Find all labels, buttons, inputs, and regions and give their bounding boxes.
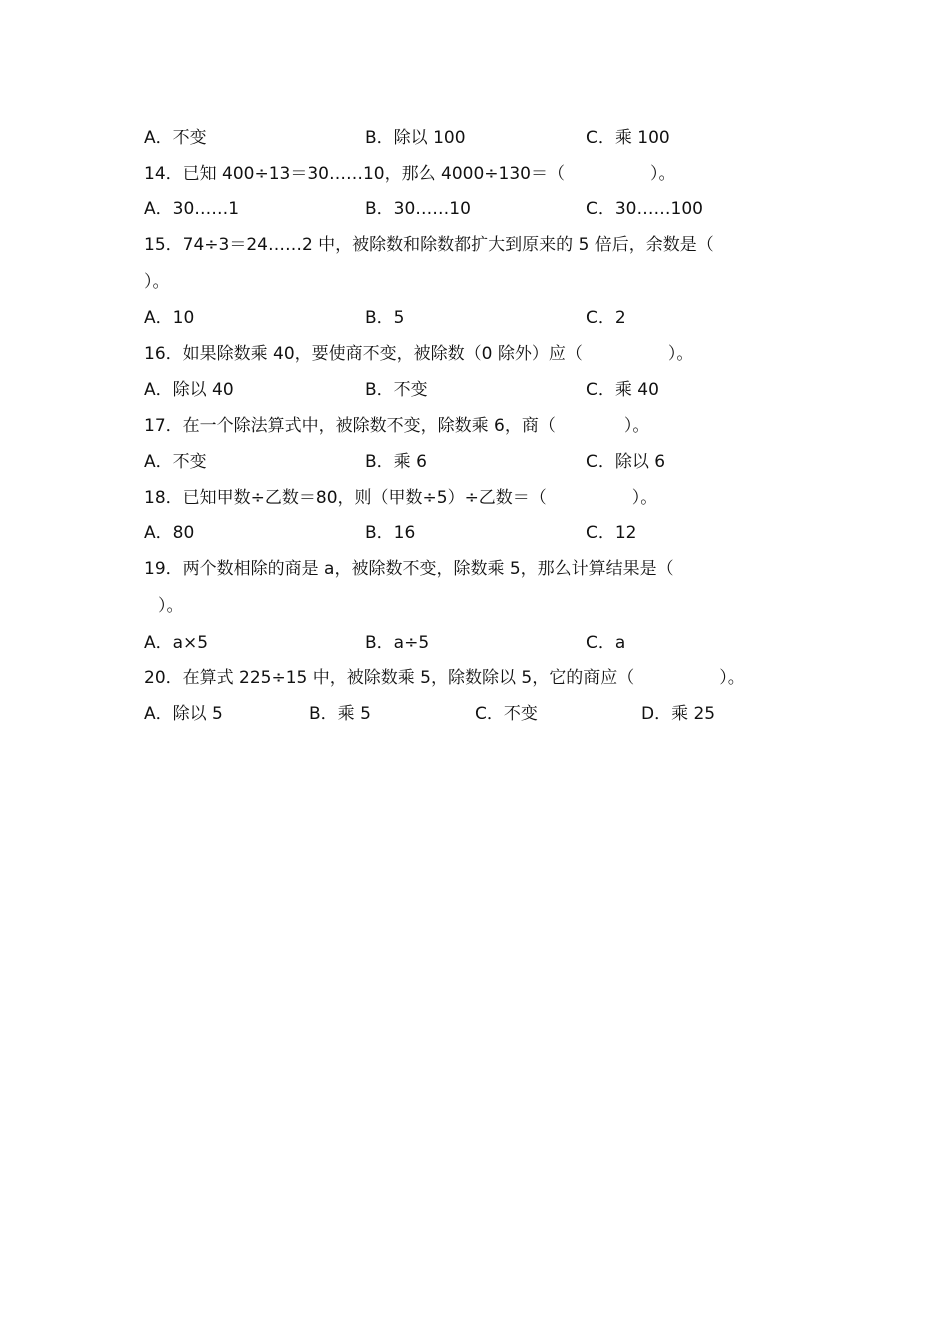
q19-stem-line1: 19．两个数相除的商是 a，被除数不变，除数乘 5，那么计算结果是（ — [144, 559, 674, 579]
q14-stem: 14．已知 400÷13＝30……10，那么 4000÷130＝（ ）。 — [144, 164, 676, 184]
q15-option-a: A．10 — [144, 308, 195, 328]
q18-stem: 18．已知甲数÷乙数＝80，则（甲数÷5）÷乙数＝（ ）。 — [144, 488, 658, 508]
q18-option-b: B．16 — [365, 523, 416, 543]
q20-option-b: B．乘 5 — [309, 704, 371, 724]
q17-option-b: B．乘 6 — [365, 452, 427, 472]
q19-stem-line2: ）。 — [158, 596, 184, 616]
q14-option-b: B．30……10 — [365, 199, 471, 219]
q15-stem-line2: ）。 — [144, 272, 170, 292]
q19-option-a: A．a×5 — [144, 633, 209, 653]
q16-stem: 16．如果除数乘 40，要使商不变，被除数（0 除外）应（ ）。 — [144, 344, 694, 364]
q18-option-a: A．80 — [144, 523, 195, 543]
q19-option-c: C．a — [586, 633, 626, 653]
q20-option-d: D．乘 25 — [641, 704, 716, 724]
q18-option-c: C．12 — [586, 523, 637, 543]
q17-stem: 17．在一个除法算式中，被除数不变，除数乘 6，商（ ）。 — [144, 416, 650, 436]
q17-option-c: C．除以 6 — [586, 452, 666, 472]
q16-option-a: A．除以 40 — [144, 380, 234, 400]
q20-option-a: A．除以 5 — [144, 704, 223, 724]
q17-option-a: A．不变 — [144, 452, 207, 472]
q15-option-c: C．2 — [586, 308, 626, 328]
q15-stem-line1: 15．74÷3＝24……2 中，被除数和除数都扩大到原来的 5 倍后，余数是（ — [144, 235, 714, 255]
q15-option-b: B．5 — [365, 308, 405, 328]
q20-option-c: C．不变 — [475, 704, 538, 724]
q13-option-a: A．不变 — [144, 128, 207, 148]
q14-option-a: A．30……1 — [144, 199, 240, 219]
q14-option-c: C．30……100 — [586, 199, 703, 219]
q19-option-b: B．a÷5 — [365, 633, 430, 653]
q16-option-b: B．不变 — [365, 380, 428, 400]
q20-stem: 20．在算式 225÷15 中，被除数乘 5，除数除以 5，它的商应（ ）。 — [144, 668, 745, 688]
q13-option-c: C．乘 100 — [586, 128, 670, 148]
q16-option-c: C．乘 40 — [586, 380, 659, 400]
q13-option-b: B．除以 100 — [365, 128, 466, 148]
